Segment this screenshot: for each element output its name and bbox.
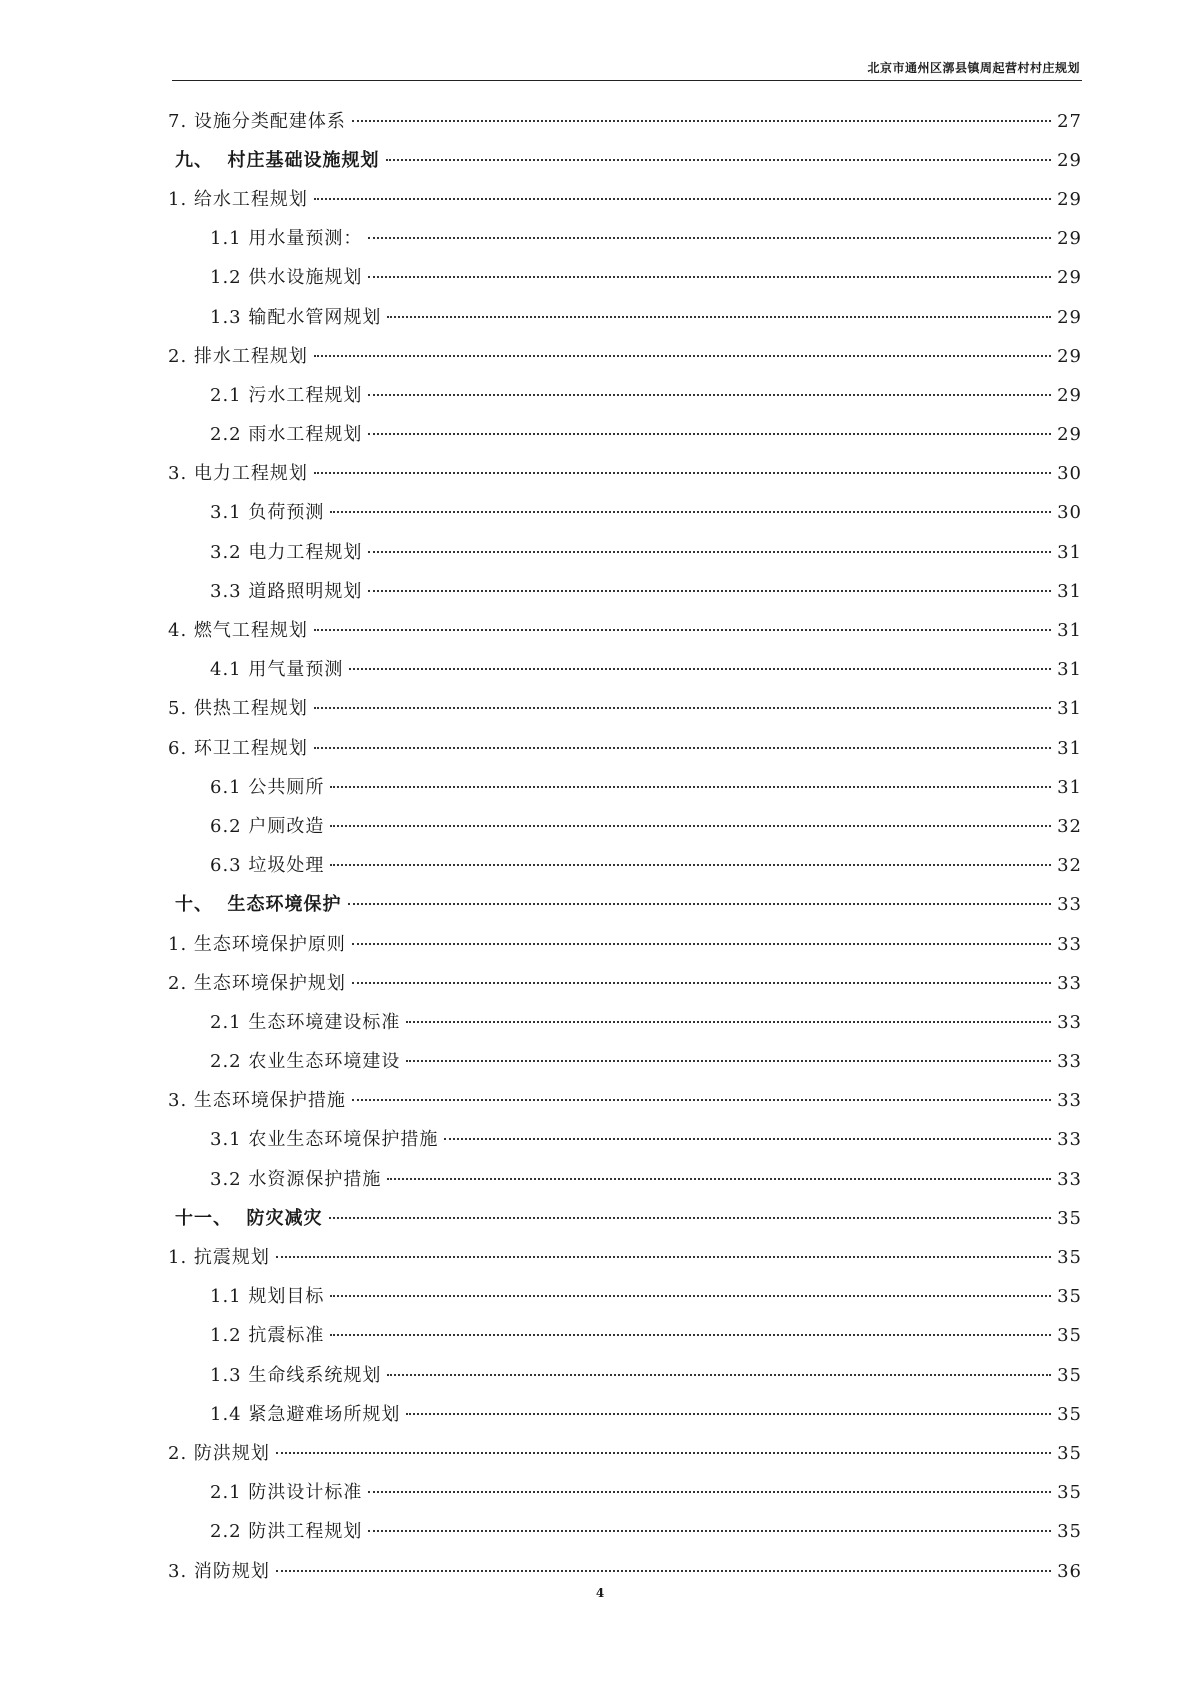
toc-entry[interactable]: [0, 374, 1200, 413]
toc-entry-page: 35: [1057, 1521, 1082, 1543]
toc-entry[interactable]: [0, 923, 1200, 962]
toc-entry[interactable]: [0, 1158, 1200, 1197]
toc-entry-page: 30: [1057, 463, 1082, 485]
toc-entry-page: 33: [1057, 933, 1082, 955]
toc-entry-title: 3.1 负荷预测: [210, 502, 325, 524]
dot-leader: [368, 394, 1051, 396]
toc-entry[interactable]: [0, 178, 1200, 217]
dot-leader: [330, 1295, 1051, 1297]
toc-entry-page: 31: [1057, 776, 1082, 798]
toc-entry-page: 35: [1057, 1482, 1082, 1504]
toc-entry-row: [175, 1204, 1082, 1230]
toc-entry-title: 2.2 雨水工程规划: [210, 424, 363, 446]
toc-entry[interactable]: [0, 1276, 1200, 1315]
dot-leader: [387, 1374, 1051, 1376]
toc-entry-row: [210, 224, 1082, 250]
toc-entry-title: 2.1 污水工程规划: [210, 384, 363, 406]
toc-entry-title: 2.1 生态环境建设标准: [210, 1011, 401, 1033]
toc-entry-row: [168, 459, 1082, 485]
dot-leader: [368, 276, 1051, 278]
toc-entry-page: 36: [1057, 1560, 1082, 1582]
toc-entry-title: 6.1 公共厕所: [210, 776, 325, 798]
dot-leader: [330, 1334, 1051, 1336]
toc-entry[interactable]: [0, 139, 1200, 178]
toc-entry-page: 33: [1057, 1011, 1082, 1033]
toc-entry-page: 33: [1057, 1129, 1082, 1151]
toc-entry-row: [210, 1282, 1082, 1308]
dot-leader: [406, 1021, 1051, 1023]
toc-entry-title: 1.2 供水设施规划: [210, 267, 363, 289]
toc-entry-page: 31: [1057, 580, 1082, 602]
dot-leader: [314, 355, 1051, 357]
toc-entry[interactable]: [0, 414, 1200, 453]
toc-entry-title: 3. 电力工程规划: [168, 463, 308, 485]
dot-leader: [387, 1178, 1051, 1180]
toc-entry-page: 35: [1057, 1247, 1082, 1269]
toc-entry[interactable]: [0, 296, 1200, 335]
toc-entry-row: [175, 146, 1082, 172]
toc-entry-row: [210, 1361, 1082, 1387]
toc-entry-title: 1.4 紧急避难场所规划: [210, 1403, 401, 1425]
toc-entry-page: 29: [1057, 345, 1082, 367]
toc-entry-title: 2.2 防洪工程规划: [210, 1521, 363, 1543]
toc-entry-title: 1. 给水工程规划: [168, 188, 308, 210]
toc-entry-page: 31: [1057, 541, 1082, 563]
toc-entry[interactable]: [0, 845, 1200, 884]
toc-entry-title: 7. 设施分类配建体系: [168, 110, 346, 132]
toc-entry-row: [210, 1165, 1082, 1191]
toc-entry-page: 29: [1057, 306, 1082, 328]
header-title: 北京市通州区漷县镇周起营村村庄规划: [867, 61, 1080, 75]
toc-entry-row: [210, 1008, 1082, 1034]
toc-entry-title: 5. 供热工程规划: [168, 698, 308, 720]
toc-entry-row: [210, 1125, 1082, 1151]
toc-entry-page: 30: [1057, 502, 1082, 524]
toc-entry[interactable]: [0, 1315, 1200, 1354]
toc-entry-page: 32: [1057, 815, 1082, 837]
toc-entry[interactable]: [0, 257, 1200, 296]
dot-leader: [368, 590, 1051, 592]
toc-entry-title: 3.3 道路照明规划: [210, 580, 363, 602]
toc-entry-row: [210, 381, 1082, 407]
page-header: [172, 56, 1082, 81]
toc-entry-page: 35: [1057, 1403, 1082, 1425]
dot-leader: [276, 1256, 1051, 1258]
toc-entry[interactable]: [0, 570, 1200, 609]
toc-entry-row: [210, 577, 1082, 603]
toc-entry[interactable]: [0, 100, 1200, 139]
toc-entry-row: [168, 342, 1082, 368]
dot-leader: [314, 629, 1051, 631]
toc-entry-row: [210, 1400, 1082, 1426]
toc-entry-page: 33: [1057, 1051, 1082, 1073]
toc-entry-title: 6.2 户厕改造: [210, 815, 325, 837]
toc-entry[interactable]: [0, 531, 1200, 570]
toc-entry[interactable]: [0, 805, 1200, 844]
toc-entry-title: 2.1 防洪设计标准: [210, 1482, 363, 1504]
dot-leader: [276, 1452, 1051, 1454]
toc-entry[interactable]: [0, 884, 1200, 923]
dot-leader: [314, 707, 1051, 709]
dot-leader: [368, 1491, 1051, 1493]
toc-entry-row: [210, 420, 1082, 446]
dot-leader: [314, 472, 1051, 474]
toc-entry-row: [210, 851, 1082, 877]
toc-entry-title: 1.3 输配水管网规划: [210, 306, 382, 328]
toc-entry-page: 33: [1057, 894, 1082, 916]
dot-leader: [330, 786, 1051, 788]
toc-entry[interactable]: [0, 649, 1200, 688]
toc-entry-page: 29: [1057, 424, 1082, 446]
toc-entry-row: [210, 538, 1082, 564]
toc-entry-page: 35: [1057, 1207, 1082, 1229]
toc-entry[interactable]: [0, 1236, 1200, 1275]
toc-entry-title: 4.1 用气量预测: [210, 659, 344, 681]
toc-entry-row: [168, 616, 1082, 642]
toc-entry[interactable]: [0, 727, 1200, 766]
toc-entry-row: [210, 1517, 1082, 1543]
dot-leader: [368, 433, 1051, 435]
toc-entry[interactable]: [0, 492, 1200, 531]
toc-entry[interactable]: [0, 1001, 1200, 1040]
dot-leader: [387, 316, 1051, 318]
toc-entry-title: 1.1 规划目标: [210, 1286, 325, 1308]
toc-entry[interactable]: [0, 1041, 1200, 1080]
toc-entry-title: 十、 生态环境保护: [175, 894, 342, 916]
dot-leader: [349, 668, 1051, 670]
toc-entry-title: 3.2 电力工程规划: [210, 541, 363, 563]
dot-leader: [352, 120, 1051, 122]
dot-leader: [348, 903, 1052, 905]
toc-entry-page: 31: [1057, 737, 1082, 759]
toc-entry-title: 2. 生态环境保护规划: [168, 972, 346, 994]
dot-leader: [329, 1217, 1052, 1219]
toc-entry-title: 2. 排水工程规划: [168, 345, 308, 367]
toc-entry-row: [168, 107, 1082, 133]
toc-entry-row: [210, 1478, 1082, 1504]
toc-entry-title: 2.2 农业生态环境建设: [210, 1051, 401, 1073]
toc-entry-title: 1. 生态环境保护原则: [168, 933, 346, 955]
dot-leader: [314, 198, 1051, 200]
toc-entry[interactable]: [0, 1432, 1200, 1471]
toc-entry-row: [210, 498, 1082, 524]
toc-entry-row: [168, 1557, 1082, 1583]
toc-entry-row: [210, 263, 1082, 289]
toc-entry-title: 九、 村庄基础设施规划: [175, 149, 380, 171]
toc-entry-title: 4. 燃气工程规划: [168, 620, 308, 642]
toc-entry[interactable]: [0, 1472, 1200, 1511]
toc-entry-page: 35: [1057, 1286, 1082, 1308]
dot-leader: [386, 159, 1052, 161]
toc-entry[interactable]: [0, 1511, 1200, 1550]
toc-entry-row: [175, 890, 1082, 916]
toc-entry[interactable]: [0, 766, 1200, 805]
dot-leader: [368, 1530, 1051, 1532]
toc-entry-row: [210, 1321, 1082, 1347]
toc-entry[interactable]: [0, 688, 1200, 727]
toc-entry[interactable]: [0, 1393, 1200, 1432]
dot-leader: [330, 864, 1051, 866]
toc-entry-title: 2. 防洪规划: [168, 1442, 270, 1464]
dot-leader: [330, 825, 1051, 827]
dot-leader: [406, 1413, 1051, 1415]
dot-leader: [352, 943, 1051, 945]
table-of-contents: [0, 100, 1200, 1589]
toc-entry[interactable]: [0, 453, 1200, 492]
toc-entry-title: 3.2 水资源保护措施: [210, 1168, 382, 1190]
toc-entry[interactable]: [0, 962, 1200, 1001]
toc-entry-page: 32: [1057, 855, 1082, 877]
toc-entry[interactable]: [0, 335, 1200, 374]
dot-leader: [352, 982, 1051, 984]
toc-entry-row: [168, 1439, 1082, 1465]
toc-entry-page: 35: [1057, 1442, 1082, 1464]
toc-entry-row: [168, 969, 1082, 995]
toc-entry-row: [168, 694, 1082, 720]
toc-entry-row: [210, 1047, 1082, 1073]
toc-entry-row: [210, 655, 1082, 681]
toc-entry-row: [168, 734, 1082, 760]
toc-entry-row: [168, 1086, 1082, 1112]
toc-entry-page: 33: [1057, 972, 1082, 994]
toc-entry-row: [168, 185, 1082, 211]
toc-entry[interactable]: [0, 1354, 1200, 1393]
toc-entry-page: 33: [1057, 1168, 1082, 1190]
dot-leader: [276, 1570, 1051, 1572]
toc-entry-page: 29: [1057, 267, 1082, 289]
toc-entry-page: 29: [1057, 149, 1082, 171]
toc-entry-page: 33: [1057, 1090, 1082, 1112]
toc-entry[interactable]: [0, 218, 1200, 257]
dot-leader: [368, 237, 1051, 239]
toc-entry-title: 1.2 抗震标准: [210, 1325, 325, 1347]
toc-entry-title: 6.3 垃圾处理: [210, 855, 325, 877]
toc-entry-title: 6. 环卫工程规划: [168, 737, 308, 759]
dot-leader: [330, 511, 1051, 513]
toc-entry-page: 27: [1057, 110, 1082, 132]
toc-entry-row: [168, 1243, 1082, 1269]
toc-entry-title: 1.1 用水量预测：: [210, 228, 363, 250]
toc-entry-row: [210, 773, 1082, 799]
toc-entry-page: 29: [1057, 228, 1082, 250]
toc-entry[interactable]: [0, 609, 1200, 648]
dot-leader: [368, 551, 1051, 553]
toc-entry-page: 31: [1057, 659, 1082, 681]
page-number: 4: [595, 1586, 605, 1600]
toc-entry-row: [168, 930, 1082, 956]
toc-entry-page: 31: [1057, 698, 1082, 720]
toc-entry[interactable]: [0, 1550, 1200, 1589]
toc-entry-title: 1. 抗震规划: [168, 1247, 270, 1269]
toc-entry[interactable]: [0, 1119, 1200, 1158]
toc-entry-title: 3. 生态环境保护措施: [168, 1090, 346, 1112]
toc-entry-row: [210, 303, 1082, 329]
toc-entry-page: 35: [1057, 1325, 1082, 1347]
toc-entry-page: 29: [1057, 384, 1082, 406]
dot-leader: [352, 1099, 1051, 1101]
dot-leader: [406, 1060, 1051, 1062]
toc-entry-page: 29: [1057, 188, 1082, 210]
toc-entry[interactable]: [0, 1080, 1200, 1119]
toc-entry[interactable]: [0, 1197, 1200, 1236]
toc-entry-title: 十一、 防灾减灾: [175, 1207, 323, 1229]
toc-entry-page: 35: [1057, 1364, 1082, 1386]
toc-entry-title: 3. 消防规划: [168, 1560, 270, 1582]
toc-entry-title: 1.3 生命线系统规划: [210, 1364, 382, 1386]
toc-entry-title: 3.1 农业生态环境保护措施: [210, 1129, 439, 1151]
dot-leader: [444, 1138, 1051, 1140]
toc-entry-page: 31: [1057, 620, 1082, 642]
dot-leader: [314, 747, 1051, 749]
toc-entry-row: [210, 812, 1082, 838]
